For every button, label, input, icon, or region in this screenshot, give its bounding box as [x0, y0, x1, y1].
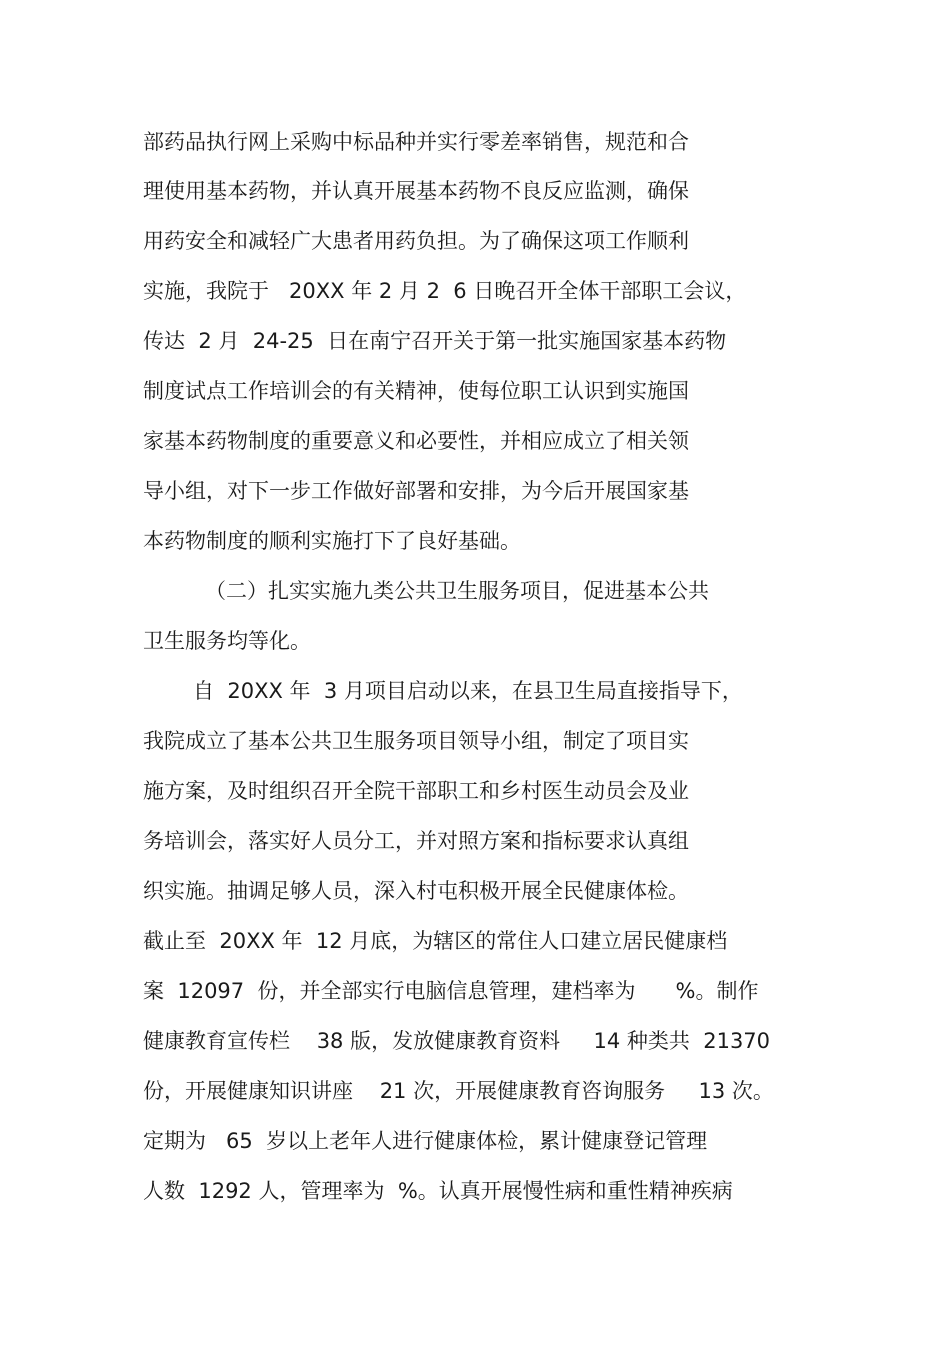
body-text-line: 制度试点工作培训会的有关精神，使每位职工认识到实施国	[143, 379, 689, 403]
body-text-line: 施方案，及时组织召开全院干部职工和乡村医生动员会及业	[143, 779, 689, 803]
body-text-line: 部药品执行网上采购中标品种并实行零差率销售，规范和合	[143, 130, 689, 154]
body-text-line: 定期为 65 岁以上老年人进行健康体检，累计健康登记管理	[143, 1129, 708, 1153]
body-text-line: 截止至 20XX 年 12 月底，为辖区的常住人口建立居民健康档	[143, 929, 728, 953]
body-text-line: 实施，我院于 20XX 年 2 月 2 6 日晚召开全体干部职工会议，	[143, 279, 747, 303]
body-text-line: 理使用基本药物，并认真开展基本药物不良反应监测，确保	[143, 179, 689, 203]
section-heading-line: 卫生服务均等化。	[143, 629, 311, 653]
body-text-line: 份，开展健康知识讲座 21 次，开展健康教育咨询服务 13 次。	[143, 1079, 774, 1103]
body-text-line: 自 20XX 年 3 月项目启动以来，在县卫生局直接指导下，	[193, 679, 743, 703]
body-text-line: 务培训会，落实好人员分工，并对照方案和指标要求认真组	[143, 829, 689, 853]
body-text-line: 传达 2 月 24-25 日在南宁召开关于第一批实施国家基本药物	[143, 329, 727, 353]
section-heading-line: （二）扎实实施九类公共卫生服务项目，促进基本公共	[205, 579, 709, 603]
body-text-line: 本药物制度的顺利实施打下了良好基础。	[143, 529, 521, 553]
body-text-line: 导小组，对下一步工作做好部署和安排，为今后开展国家基	[143, 479, 689, 503]
body-text-line: 用药安全和减轻广大患者用药负担。为了确保这项工作顺利	[143, 229, 689, 253]
body-text-line: 案 12097 份，并全部实行电脑信息管理，建档率为 %。制作	[143, 979, 759, 1003]
body-text-line: 人数 1292 人，管理率为 %。认真开展慢性病和重性精神疾病	[143, 1179, 733, 1203]
body-text-line: 我院成立了基本公共卫生服务项目领导小组，制定了项目实	[143, 729, 689, 753]
body-text-line: 健康教育宣传栏 38 版，发放健康教育资料 14 种类共 21370	[143, 1029, 771, 1053]
body-text-line: 织实施。抽调足够人员，深入村屯积极开展全民健康体检。	[143, 879, 689, 903]
body-text-line: 家基本药物制度的重要意义和必要性，并相应成立了相关领	[143, 429, 689, 453]
